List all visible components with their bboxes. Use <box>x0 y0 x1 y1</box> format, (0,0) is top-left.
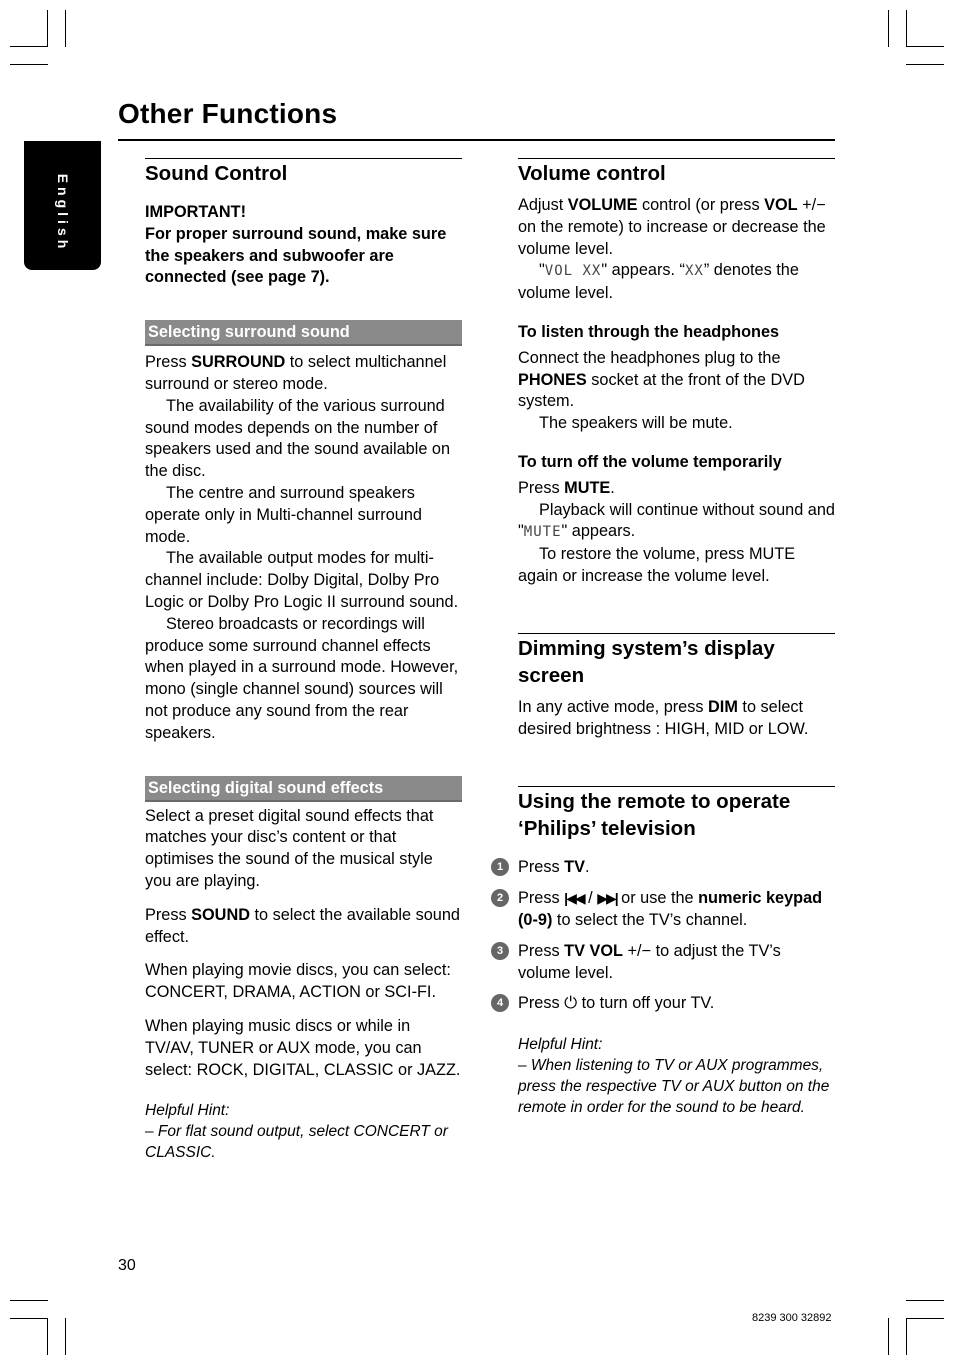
numeric-keypad-key: numeric keypad (0-9) <box>518 889 823 929</box>
adjust-text: Adjust <box>518 196 568 214</box>
instruction-tail: on the remote) to increase or decrease the volume level. <box>518 217 826 258</box>
press-text: Press <box>145 353 192 372</box>
step-post: . <box>584 858 590 877</box>
hint-label: Helpful Hint: <box>518 1036 603 1054</box>
step-number: 2 <box>491 889 509 907</box>
press-text: Press <box>145 905 192 924</box>
step-number: 4 <box>491 994 509 1012</box>
instruction-tail: to select multichannel surround or stereo mode. <box>145 353 447 393</box>
headphones-text <box>518 348 835 413</box>
mute-key: MUTE <box>564 478 611 497</box>
step-3 <box>496 941 835 985</box>
crop-mark <box>10 1318 48 1319</box>
volume-instruction <box>518 195 835 260</box>
power-icon: ⏻ <box>564 994 578 1013</box>
right-column <box>496 158 835 1118</box>
hint-text: – When listening to TV or AUX programmes, press the respective TV or AUX button on the remote in order for the sound to be heard. <box>518 1057 830 1117</box>
crop-mark <box>906 64 944 65</box>
page-number: 30 <box>118 1257 136 1274</box>
crop-mark <box>10 46 48 47</box>
step-pre: Press <box>518 994 565 1013</box>
dim-key: DIM <box>708 697 738 716</box>
effects-section-bar: Selecting digital sound effects <box>145 776 462 802</box>
step-pre: Press <box>518 941 565 960</box>
important-text: For proper surround sound, make sure the speakers and subwoofer are connected (see page 7). <box>145 224 447 287</box>
dimming-text <box>518 697 835 741</box>
step-post: to select the TV’s channel. <box>552 910 748 929</box>
crop-mark <box>10 64 48 65</box>
dimming-text-1: In any active mode, press <box>518 697 709 716</box>
volume-key: VOLUME <box>567 196 638 214</box>
lcd-xx: XX <box>684 263 704 280</box>
title-rule <box>118 139 835 141</box>
headphones-text-1: Connect the headphones plug to the <box>518 348 781 367</box>
plus-minus: +/− <box>797 196 826 214</box>
step-1 <box>496 857 835 879</box>
period: . <box>610 478 615 497</box>
lcd-vol: VOL XX <box>544 263 602 280</box>
step-number: 1 <box>491 858 509 876</box>
crop-mark <box>906 1300 944 1301</box>
skip-previous-icon: |◀◀ <box>564 890 584 907</box>
step-post: to adjust the TV’s volume level. <box>518 941 781 982</box>
phones-key: PHONES <box>518 370 587 389</box>
lcd-mute: MUTE <box>523 524 562 541</box>
dimming-text-2: to select desired brightness : HIGH, MID or LOW. <box>518 697 809 738</box>
hint-text: – For flat sound output, select CONCERT or CLASSIC. <box>145 1123 448 1162</box>
step-number: 3 <box>491 942 509 960</box>
instruction-mid: control (or press <box>637 196 765 214</box>
page-title: Other Functions <box>118 98 338 129</box>
surround-key: SURROUND <box>191 353 286 372</box>
step-pre: Press <box>518 858 565 877</box>
crop-mark <box>906 46 944 47</box>
step-separator: / <box>583 889 598 908</box>
language-tab <box>24 141 101 270</box>
crop-mark <box>888 1318 889 1355</box>
crop-mark <box>47 1318 48 1355</box>
mute-note-1 <box>518 500 835 545</box>
crop-mark <box>906 1318 944 1319</box>
appears-text: appears. “ <box>607 261 685 280</box>
crop-mark <box>906 10 907 47</box>
mute-note-2: To restore the volume, press MUTE again or increase the volume level. <box>518 545 796 585</box>
effects-movie: When playing movie discs, you can select: CONCERT, DRAMA, ACTION or SCI-FI. <box>145 961 451 1002</box>
effects-music: When playing music discs or while in TV/AV, TUNER or AUX mode, you can select: ROCK, DIGITAL, CLASSIC or JAZZ. <box>145 1016 461 1079</box>
headphones-note: The speakers will be mute. <box>539 414 733 433</box>
surround-note-3: The available output modes for multi-channel include: Dolby Digital, Dolby Pro Logic or Dolby Pro Logic II surround sound. <box>145 549 459 611</box>
sound-key: SOUND <box>191 905 250 924</box>
document-code: 8239 300 32892 <box>752 1312 832 1324</box>
surround-note-4: Stereo broadcasts or recordings will produce some surround channel effects when played in a surround mode. However, mono (single channel sound) sources will not produce any sound from the rear speakers. <box>145 614 459 742</box>
mute-heading: To turn off the volume temporarily <box>518 452 782 471</box>
crop-mark <box>906 1318 907 1355</box>
sound-control-heading: Sound Control <box>145 158 462 187</box>
important-label: IMPORTANT! <box>145 203 246 221</box>
press-text: Press <box>518 478 565 497</box>
surround-note-1: The availability of the various surround sound modes depends on the number of speakers used and the sound available on the disc. <box>145 396 451 481</box>
denotes-text: ” denotes the volume level. <box>518 261 799 303</box>
tv-vol-key: TV VOL <box>564 941 623 960</box>
crop-mark <box>65 10 66 47</box>
dimming-heading: Dimming system’s display screen <box>518 633 835 689</box>
volume-heading: Volume control <box>518 158 835 187</box>
instruction-tail: to select the available sound effect. <box>145 905 460 946</box>
mute-note-1a: Playback will continue without sound and " <box>518 500 835 541</box>
headphones-heading: To listen through the headphones <box>518 322 780 341</box>
vol-key: VOL <box>764 196 798 214</box>
step-mid: or use the <box>616 889 699 908</box>
volume-display-note: "VOL XX" appears. “XX” denotes the volume level. <box>518 261 799 303</box>
effects-instruction <box>145 905 462 949</box>
crop-mark <box>10 1300 48 1301</box>
effects-intro: Select a preset digital sound effects that matches your disc’s content or that optimises the sound of the musical style you are playing. <box>145 806 434 890</box>
surround-instruction <box>145 352 462 396</box>
surround-section-bar: Selecting surround sound <box>145 320 462 346</box>
step-post: to turn off your TV. <box>577 994 715 1013</box>
skip-next-icon: ▶▶| <box>597 890 617 907</box>
step-pre: Press <box>518 889 565 908</box>
crop-mark <box>65 1318 66 1355</box>
crop-mark <box>888 10 889 47</box>
step-4 <box>496 993 835 1015</box>
remote-tv-heading: Using the remote to operate ‘Philips’ television <box>518 786 835 842</box>
mute-instruction <box>518 478 835 500</box>
surround-note-2: The centre and surround speakers operate only in Multi-channel surround mode. <box>145 483 422 546</box>
step-2 <box>496 888 835 932</box>
tv-key: TV <box>564 858 585 877</box>
hint-label: Helpful Hint: <box>145 1102 230 1120</box>
left-column <box>145 158 462 1163</box>
crop-mark <box>47 10 48 47</box>
headphones-text-2: socket at the front of the DVD system. <box>518 370 805 411</box>
language-tab-label: English <box>54 173 71 253</box>
mute-note-1b: " appears. <box>561 522 636 541</box>
plus-minus: +/− <box>622 941 656 960</box>
